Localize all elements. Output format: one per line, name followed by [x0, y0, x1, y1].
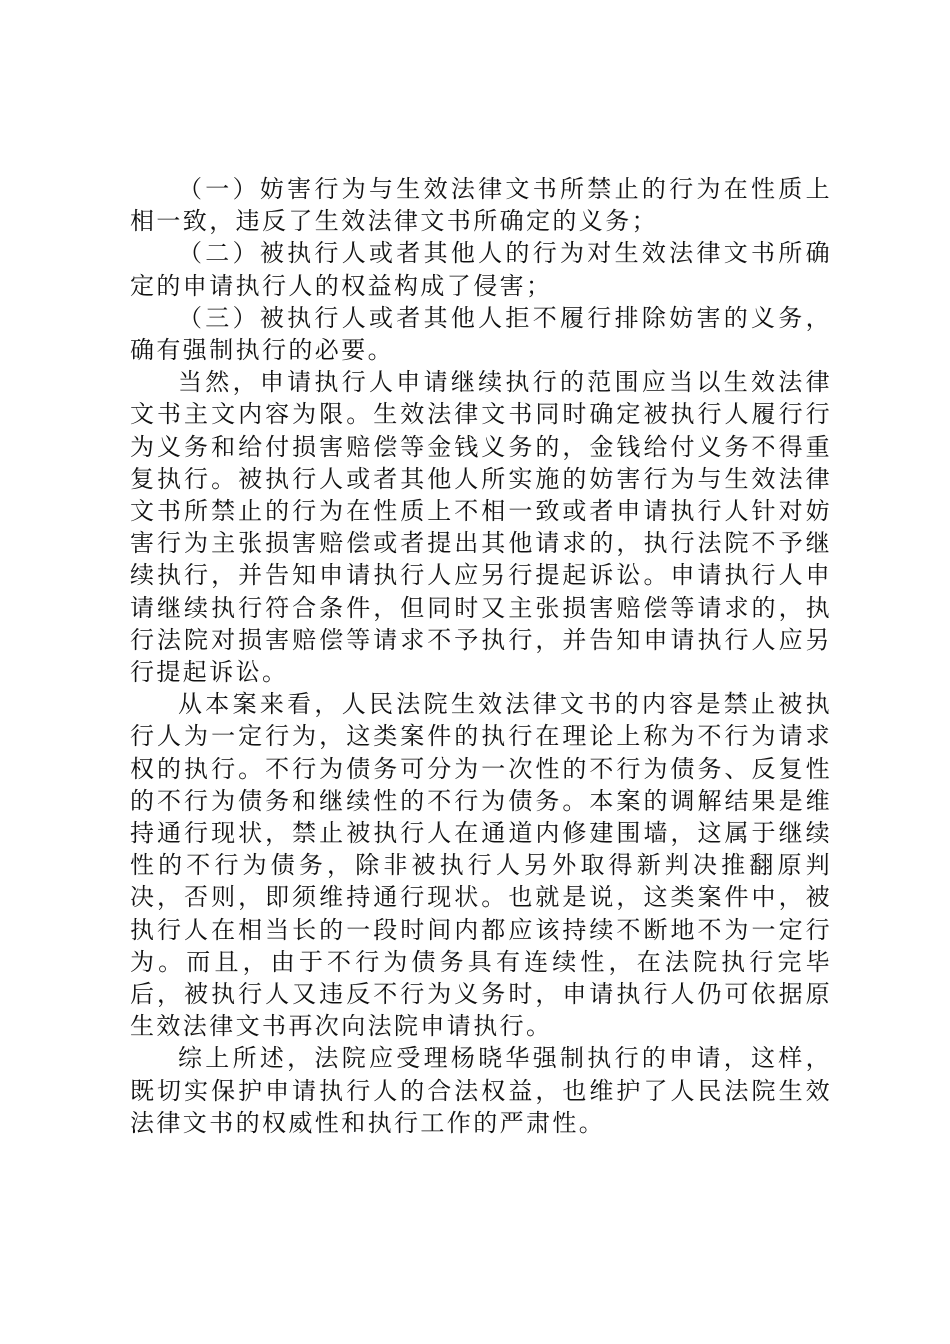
- paragraph-2: （二）被执行人或者其他人的行为对生效法律文书所确定的申请执行人的权益构成了侵害；: [130, 239, 832, 300]
- paragraph-5: 从本案来看，人民法院生效法律文书的内容是禁止被执行人为一定行为，这类案件的执行在理论上称为不行为请求权的执行。不行为债务可分为一次性的不行为债务、反复性的不行为债务和继续性的不行为债务。本案的调解结果是维持通行现状，禁止被执行人在通道内修建围墙，这属于继续性的不行为债务，除非被执行人另外取得新判决推翻原判决，否则，即须维持通行现状。也就是说，这类案件中，被执行人在相当长的一段时间内都应该持续不断地不为一定行为。而且，由于不行为债务具有连续性，在法院执行完毕后，被执行人又违反不行为义务时，申请执行人仍可依据原生效法律文书再次向法院申请执行。: [130, 690, 832, 1041]
- paragraph-1: （一）妨害行为与生效法律文书所禁止的行为在性质上相一致，违反了生效法律文书所确定的义务；: [130, 175, 832, 236]
- paragraph-6: 综上所述，法院应受理杨晓华强制执行的申请，这样，既切实保护申请执行人的合法权益，也维护了人民法院生效法律文书的权威性和执行工作的严肃性。: [130, 1044, 832, 1137]
- paragraph-3: （三）被执行人或者其他人拒不履行排除妨害的义务，确有强制执行的必要。: [130, 303, 832, 365]
- body-text: [130, 173, 832, 1139]
- paragraph-4: 当然，申请执行人申请继续执行的范围应当以生效法律文书主文内容为限。生效法律文书同时确定被执行人履行行为义务和给付损害赔偿等金钱义务的，金钱给付义务不得重复执行。被执行人或者其他人所实施的妨害行为与生效法律文书所禁止的行为在性质上不相一致或者申请执行人针对妨害行为主张损害赔偿或者提出其他请求的，执行法院不予继续执行，并告知申请执行人应另行提起诉讼。申请执行人申请继续执行符合条件，但同时又主张损害赔偿等请求的，执行法院对损害赔偿等请求不予执行，并告知申请执行人应另行提起诉讼。: [130, 368, 832, 687]
